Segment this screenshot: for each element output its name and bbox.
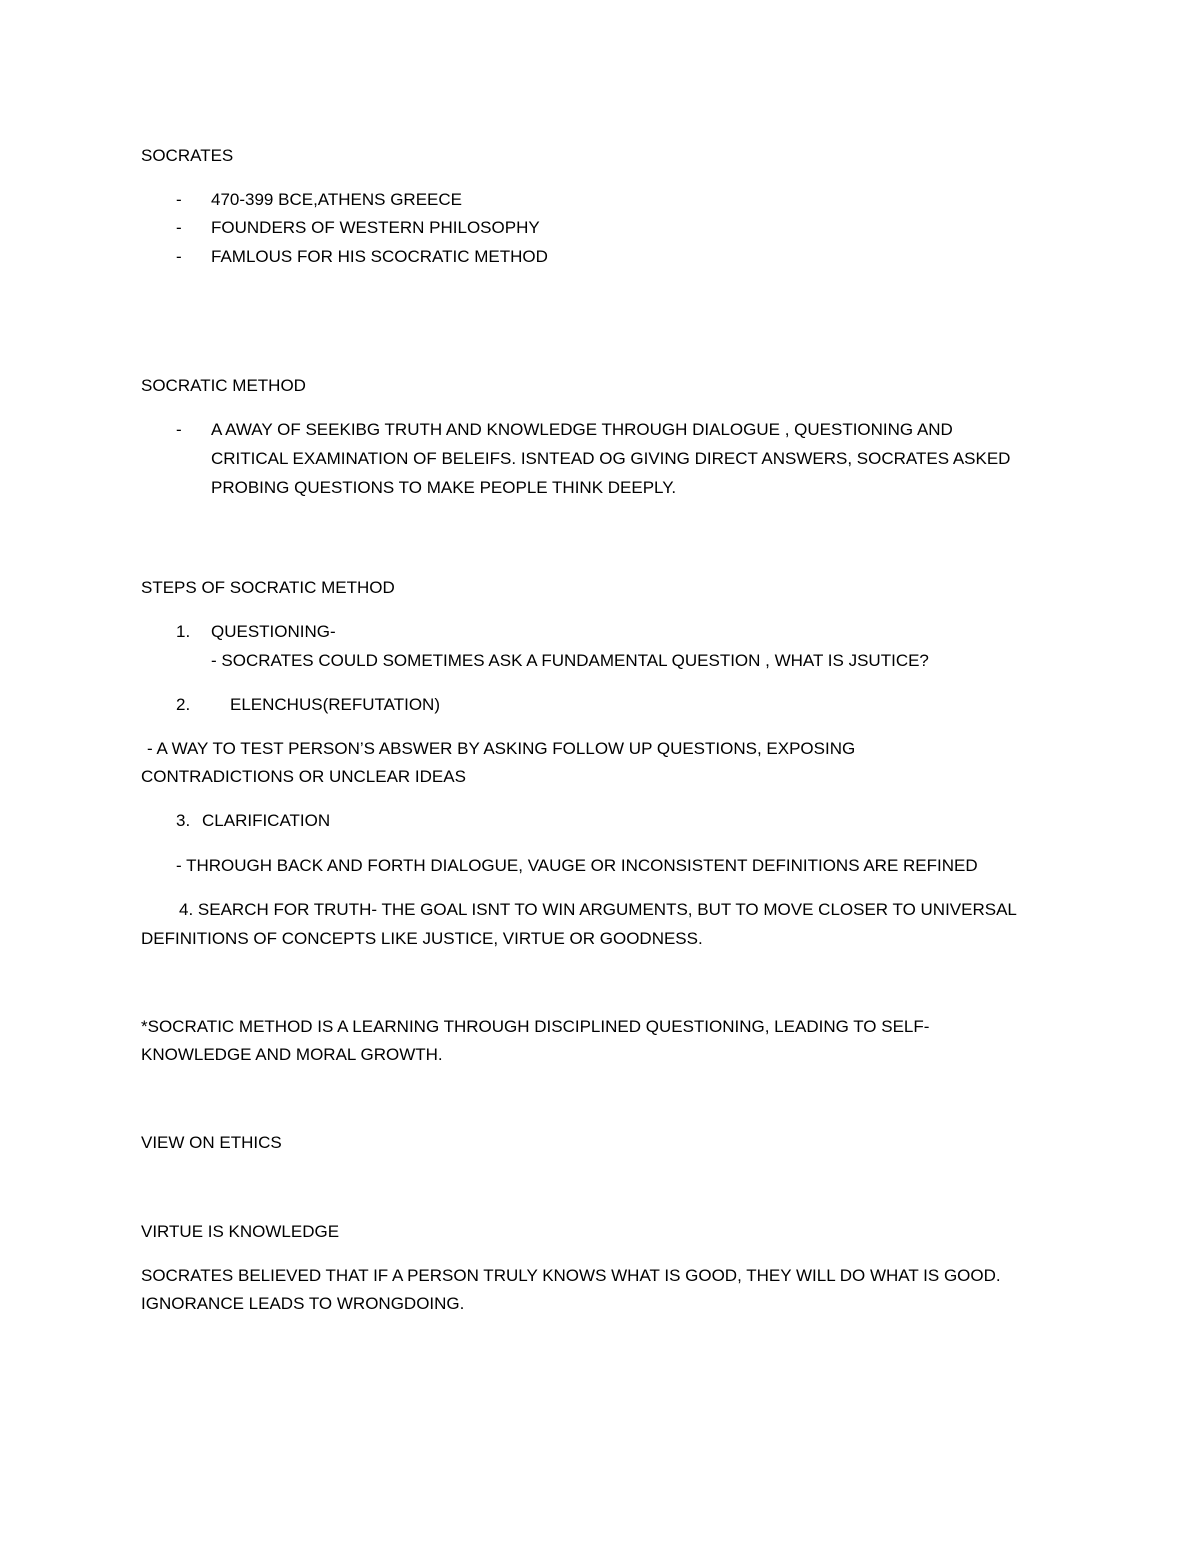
bullet-item: FAMLOUS FOR HIS SCOCRATIC METHOD	[211, 247, 548, 266]
step-four-line: DEFINITIONS OF CONCEPTS LIKE JUSTICE, VIRTUE OR GOODNESS.	[141, 929, 703, 948]
step-four-line: 4. SEARCH FOR TRUTH- THE GOAL ISNT TO WIN ARGUMENTS, BUT TO MOVE CLOSER TO UNIVERSAL	[179, 900, 1017, 919]
section-heading-ethics: VIEW ON ETHICS	[141, 1133, 282, 1152]
paragraph-line: IGNORANCE LEADS TO WRONGDOING.	[141, 1294, 465, 1313]
step-detail: CONTRADICTIONS OR UNCLEAR IDEAS	[141, 767, 466, 786]
section-heading-socrates: SOCRATES	[141, 146, 234, 165]
subheading-virtue: VIRTUE IS KNOWLEDGE	[141, 1222, 340, 1241]
section-heading-socratic-method: SOCRATIC METHOD	[141, 376, 306, 395]
bullet-mark: -	[176, 247, 182, 266]
step-title: ELENCHUS(REFUTATION)	[230, 695, 440, 714]
paragraph-line: SOCRATES BELIEVED THAT IF A PERSON TRULY KNOWS WHAT IS GOOD, THEY WILL DO WHAT IS GOOD.	[141, 1266, 1001, 1285]
step-title: QUESTIONING-	[211, 622, 336, 641]
step-number: 1.	[176, 622, 191, 641]
paragraph-line: PROBING QUESTIONS TO MAKE PEOPLE THINK DEEPLY.	[211, 478, 677, 497]
summary-line: KNOWLEDGE AND MORAL GROWTH.	[141, 1045, 443, 1064]
step-number: 3.	[176, 811, 191, 830]
step-detail: - THROUGH BACK AND FORTH DIALOGUE, VAUGE OR INCONSISTENT DEFINITIONS ARE REFINED	[176, 856, 978, 875]
section-heading-steps: STEPS OF SOCRATIC METHOD	[141, 578, 395, 597]
paragraph-line: A AWAY OF SEEKIBG TRUTH AND KNOWLEDGE THROUGH DIALOGUE , QUESTIONING AND	[211, 420, 953, 439]
summary-line: *SOCRATIC METHOD IS A LEARNING THROUGH DISCIPLINED QUESTIONING, LEADING TO SELF-	[141, 1017, 930, 1036]
step-title: CLARIFICATION	[202, 811, 331, 830]
bullet-item: FOUNDERS OF WESTERN PHILOSOPHY	[211, 218, 540, 237]
step-detail: - A WAY TO TEST PERSON’S ABSWER BY ASKING FOLLOW UP QUESTIONS, EXPOSING	[147, 739, 856, 758]
bullet-mark: -	[176, 190, 182, 209]
bullet-item: 470-399 BCE,ATHENS GREECE	[211, 190, 462, 209]
bullet-mark: -	[176, 218, 182, 237]
paragraph-line: CRITICAL EXAMINATION OF BELEIFS. ISNTEAD OG GIVING DIRECT ANSWERS, SOCRATES ASKED	[211, 449, 1011, 468]
step-detail: - SOCRATES COULD SOMETIMES ASK A FUNDAMENTAL QUESTION , WHAT IS JSUTICE?	[211, 651, 929, 670]
bullet-mark: -	[176, 420, 182, 439]
step-number: 2.	[176, 695, 191, 714]
